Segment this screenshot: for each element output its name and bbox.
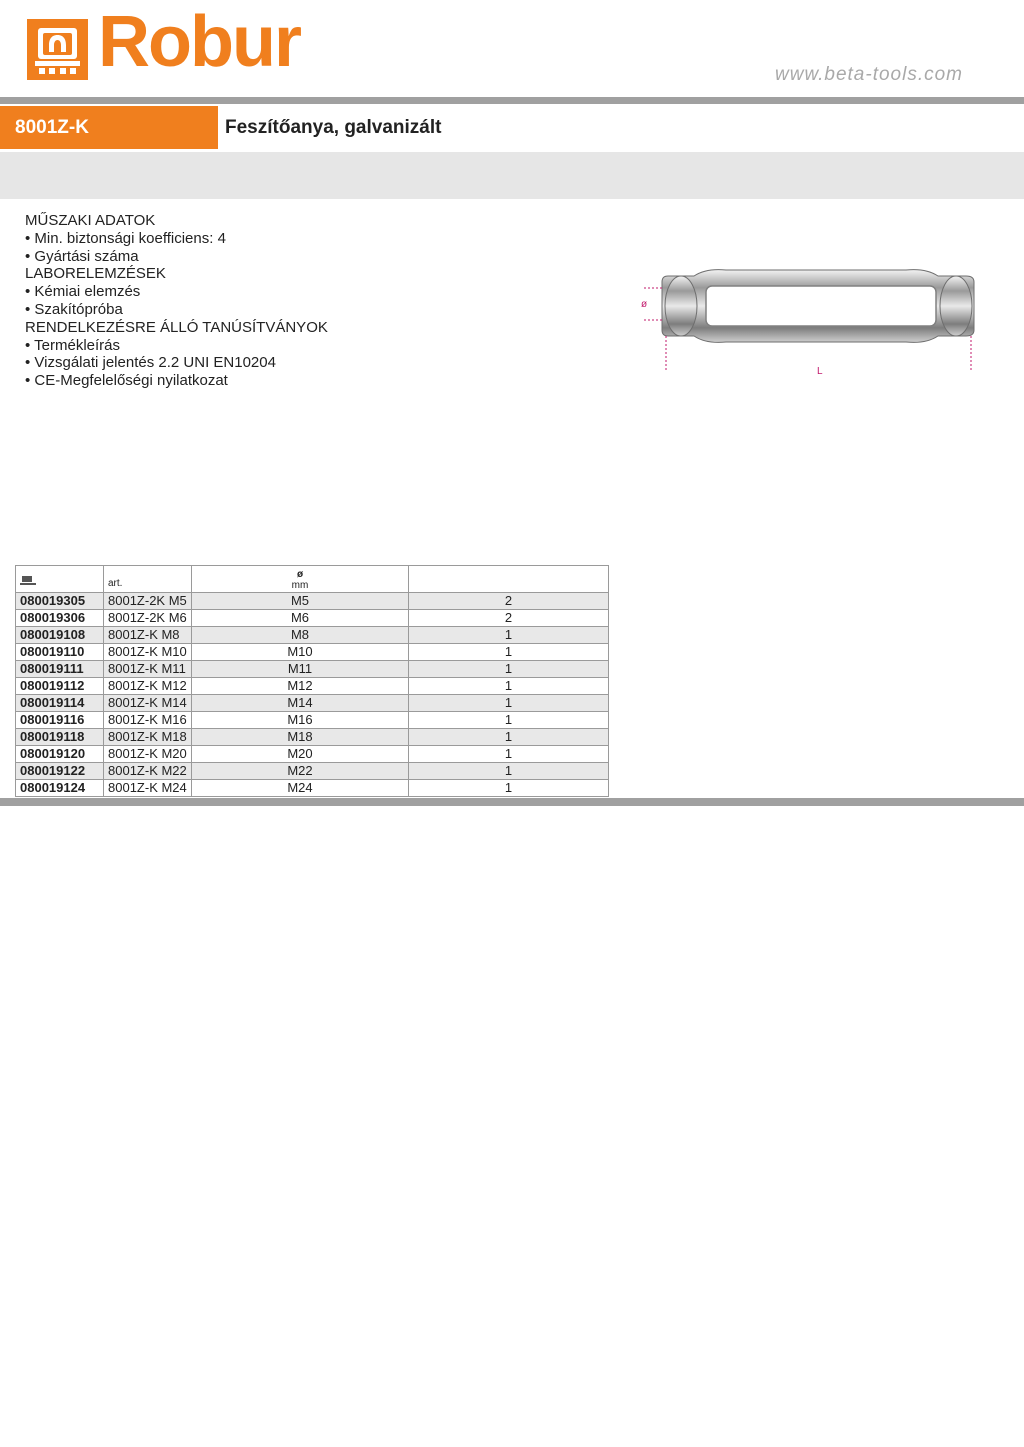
table-row xyxy=(16,729,609,746)
cell-size: M18 xyxy=(192,729,409,746)
spec-item: • Szakítópróba xyxy=(25,300,123,318)
cell-code: 080019124 xyxy=(16,780,104,797)
cell-size: M6 xyxy=(192,610,409,627)
cell-art: 8001Z-K M18 xyxy=(104,729,192,746)
table-row xyxy=(16,627,609,644)
spec-item: • Min. biztonsági koefficiens: 4 xyxy=(25,229,226,247)
column-header-diameter xyxy=(192,566,409,593)
cell-size: M10 xyxy=(192,644,409,661)
cell-qty: 1 xyxy=(409,661,609,678)
cell-size: M8 xyxy=(192,627,409,644)
diameter-symbol: ø xyxy=(296,569,304,580)
cell-code: 080019305 xyxy=(16,593,104,610)
barcode-icon xyxy=(20,578,36,589)
cell-qty: 2 xyxy=(409,610,609,627)
cell-art: 8001Z-K M8 xyxy=(104,627,192,644)
table-header-row xyxy=(16,566,609,593)
cell-art: 8001Z-K M20 xyxy=(104,746,192,763)
cell-qty: 1 xyxy=(409,763,609,780)
divider xyxy=(0,97,1024,104)
unit-label: mm xyxy=(291,580,309,591)
product-code: 8001Z-K xyxy=(0,106,218,149)
cell-qty: 1 xyxy=(409,746,609,763)
cell-size: M14 xyxy=(192,695,409,712)
page-title: Feszítőanya, galvanizált xyxy=(225,117,442,138)
header-band xyxy=(0,152,1024,199)
cell-code: 080019122 xyxy=(16,763,104,780)
spec-item: • Kémiai elemzés xyxy=(25,283,141,301)
table-row xyxy=(16,763,609,780)
table-row xyxy=(16,661,609,678)
column-header-code xyxy=(16,566,104,593)
robur-logo-icon xyxy=(27,19,88,80)
table-row xyxy=(16,678,609,695)
spec-item: • Gyártási száma xyxy=(25,247,139,265)
table-body xyxy=(16,593,609,797)
spec-heading-technical: MŰSZAKI ADATOK xyxy=(25,212,156,229)
length-label: L xyxy=(817,366,823,377)
cell-qty: 1 xyxy=(409,627,609,644)
cell-size: M12 xyxy=(192,678,409,695)
divider xyxy=(0,798,1024,806)
cell-art: 8001Z-K M24 xyxy=(104,780,192,797)
website-link[interactable]: www.beta-tools.com xyxy=(775,64,964,85)
spec-heading-certificates: RENDELKEZÉSRE ÁLLÓ TANÚSÍTVÁNYOK xyxy=(25,318,328,336)
cell-size: M24 xyxy=(192,780,409,797)
table-row xyxy=(16,712,609,729)
cell-qty: 1 xyxy=(409,712,609,729)
cell-art: 8001Z-K M14 xyxy=(104,695,192,712)
cell-code: 080019111 xyxy=(16,661,104,678)
table-row xyxy=(16,610,609,627)
cell-code: 080019108 xyxy=(16,627,104,644)
cell-art: 8001Z-2K M6 xyxy=(104,610,192,627)
spec-item: • CE-Megfelelőségi nyilatkozat xyxy=(25,372,228,390)
cell-qty: 1 xyxy=(409,678,609,695)
cell-code: 080019112 xyxy=(16,678,104,695)
cell-qty: 2 xyxy=(409,593,609,610)
cell-size: M22 xyxy=(192,763,409,780)
cell-size: M16 xyxy=(192,712,409,729)
cell-art: 8001Z-K M22 xyxy=(104,763,192,780)
cell-qty: 1 xyxy=(409,780,609,797)
spec-heading-lab: LABORELEMZÉSEK xyxy=(25,265,166,283)
cell-code: 080019110 xyxy=(16,644,104,661)
cell-code: 080019306 xyxy=(16,610,104,627)
table-row xyxy=(16,695,609,712)
cell-art: 8001Z-K M11 xyxy=(104,661,192,678)
turnbuckle-image xyxy=(636,262,986,382)
cell-qty: 1 xyxy=(409,729,609,746)
table-row xyxy=(16,780,609,797)
cell-qty: 1 xyxy=(409,695,609,712)
cell-art: 8001Z-K M12 xyxy=(104,678,192,695)
cell-art: 8001Z-K M10 xyxy=(104,644,192,661)
cell-code: 080019120 xyxy=(16,746,104,763)
table-row xyxy=(16,644,609,661)
cell-size: M20 xyxy=(192,746,409,763)
column-header-qty xyxy=(409,566,609,593)
cell-art: 8001Z-K M16 xyxy=(104,712,192,729)
product-table xyxy=(15,565,609,797)
cell-code: 080019116 xyxy=(16,712,104,729)
spec-list xyxy=(25,212,328,390)
cell-size: M11 xyxy=(192,661,409,678)
brand-name: Robur xyxy=(98,2,300,82)
cell-art: 8001Z-2K M5 xyxy=(104,593,192,610)
diameter-label: ø xyxy=(641,299,648,310)
column-header-art: art. xyxy=(104,566,192,593)
cell-size: M5 xyxy=(192,593,409,610)
table-row xyxy=(16,593,609,610)
cell-qty: 1 xyxy=(409,644,609,661)
spec-item: • Vizsgálati jelentés 2.2 UNI EN10204 xyxy=(25,354,276,372)
cell-code: 080019114 xyxy=(16,695,104,712)
table-row xyxy=(16,746,609,763)
cell-code: 080019118 xyxy=(16,729,104,746)
spec-item: • Termékleírás xyxy=(25,336,121,354)
